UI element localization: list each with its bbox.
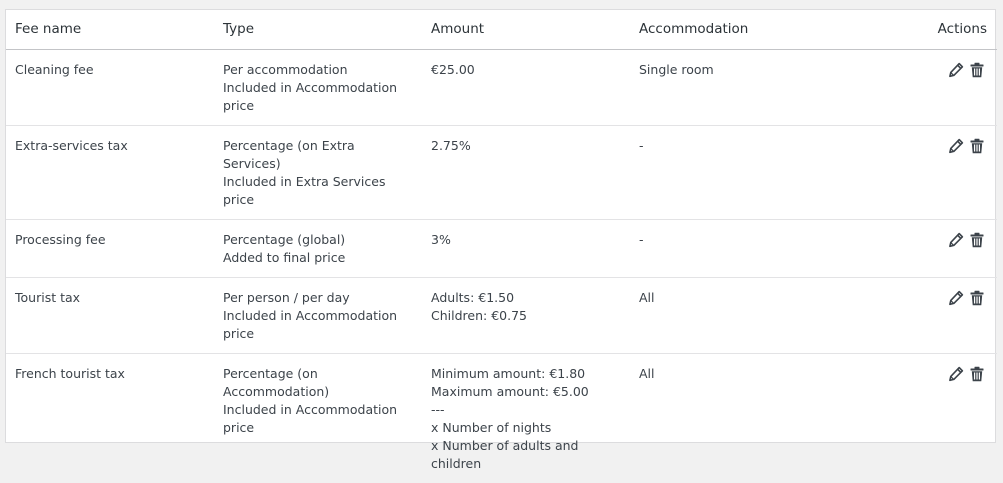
fee-actions-cell <box>870 277 997 353</box>
fee-type-line: Percentage (on Extra Services) <box>223 137 355 171</box>
table-header-row <box>6 10 997 49</box>
column-header-fee-name[interactable]: Fee name <box>6 10 214 49</box>
fee-type-cell <box>214 219 422 277</box>
table-row <box>6 125 997 219</box>
fee-amount-line: x Number of adults and <box>431 437 579 453</box>
column-header-amount[interactable]: Amount <box>422 10 630 49</box>
table-row <box>6 49 997 125</box>
fee-type-line: price <box>223 97 255 113</box>
pencil-icon[interactable] <box>948 138 964 154</box>
pencil-icon[interactable] <box>948 62 964 78</box>
fees-table-container <box>5 9 996 471</box>
fee-actions-cell <box>870 219 997 277</box>
fee-amount-line: Minimum amount: €1.80 <box>431 365 586 381</box>
table-row <box>6 277 997 353</box>
trash-icon[interactable] <box>969 138 985 154</box>
fee-accommodation-cell: All <box>630 277 870 353</box>
fee-type-cell <box>214 49 422 125</box>
column-header-accommodation[interactable]: Accommodation <box>630 10 870 49</box>
fee-name-cell: Tourist tax <box>6 277 214 353</box>
fee-amount-line: x Number of nights <box>431 419 552 435</box>
fee-amount-line: €25.00 <box>431 61 475 77</box>
pencil-icon[interactable] <box>948 290 964 306</box>
fee-amount-line: --- <box>431 401 445 417</box>
fee-amount-line: Adults: €1.50 <box>431 289 515 305</box>
fee-amount-cell <box>422 219 630 277</box>
fee-accommodation-cell: Single room <box>630 49 870 125</box>
fee-type-line: Per accommodation <box>223 61 348 77</box>
trash-icon[interactable] <box>969 290 985 306</box>
fee-type-line: Included in Extra Services price <box>223 173 386 207</box>
fee-amount-cell <box>422 277 630 353</box>
fee-accommodation-cell: All <box>639 365 655 381</box>
fee-name-cell: Cleaning fee <box>6 49 214 125</box>
fee-accommodation-cell: - <box>630 125 870 219</box>
trash-icon[interactable] <box>969 232 985 248</box>
fee-amount-line: Children: €0.75 <box>431 307 527 323</box>
fee-actions-cell <box>870 125 997 219</box>
fee-type-line: Included in Accommodation <box>223 401 398 417</box>
fees-table <box>6 10 997 483</box>
fee-amount-line: 2.75% <box>431 137 471 153</box>
trash-icon[interactable] <box>969 62 985 78</box>
fee-amount-cell <box>422 125 630 219</box>
fee-type-line: Added to final price <box>223 249 346 265</box>
fee-amount-cell <box>422 353 630 483</box>
table-row <box>6 219 997 277</box>
pencil-icon[interactable] <box>948 366 964 382</box>
fee-type-line: Percentage (global) <box>223 231 346 247</box>
table-body <box>6 49 997 483</box>
fee-type-cell <box>214 125 422 219</box>
fee-accommodation-cell: - <box>630 219 870 277</box>
fee-type-line: price <box>223 325 255 341</box>
fee-name-cell: Extra-services tax <box>6 125 214 219</box>
fee-type-line: Per person / per day <box>223 289 350 305</box>
fee-type-line: price <box>223 419 255 435</box>
fee-actions-cell <box>870 353 997 483</box>
fee-name-cell: Processing fee <box>6 219 214 277</box>
table-row <box>6 353 997 483</box>
fee-amount-line: children <box>431 455 482 471</box>
fee-type-line: Accommodation) <box>223 383 330 399</box>
fee-actions-cell <box>870 49 997 125</box>
fee-amount-line: Maximum amount: €5.00 <box>431 383 589 399</box>
column-header-type[interactable]: Type <box>214 10 422 49</box>
fee-amount-cell <box>422 49 630 125</box>
trash-icon[interactable] <box>969 366 985 382</box>
fee-type-line: Percentage (on <box>223 365 318 381</box>
column-header-actions: Actions <box>870 10 997 49</box>
fee-amount-line: 3% <box>431 231 451 247</box>
fee-type-cell <box>214 353 422 483</box>
pencil-icon[interactable] <box>948 232 964 248</box>
fee-type-line: Included in Accommodation <box>223 79 398 95</box>
fee-type-line: Included in Accommodation <box>223 307 398 323</box>
fee-name-cell: French tourist tax <box>15 365 125 381</box>
fee-type-cell <box>214 277 422 353</box>
